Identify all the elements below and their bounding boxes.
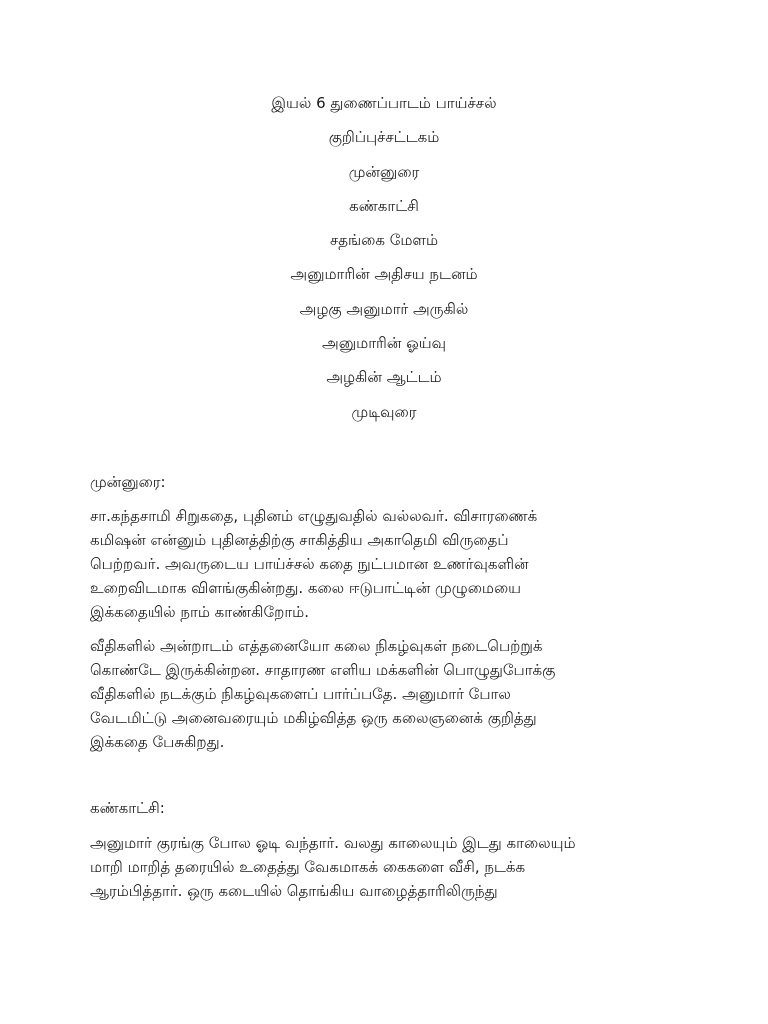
section-heading: முன்னுரை: — [90, 473, 166, 491]
table-of-contents — [0, 92, 768, 435]
text-line: வேடமிட்டு அனைவரையும் மகிழ்வித்த ஒரு கலைஞனைக் குறித்து — [90, 709, 537, 727]
toc-item: முடிவுரை — [351, 402, 417, 421]
toc-item: குறிப்புச்சட்டகம் — [328, 128, 440, 147]
text-line: சா.கந்தசாமி சிறுகதை, புதினம் எழுதுவதில் வல்லவர். விசாரணைக் — [90, 507, 538, 525]
paragraph — [90, 504, 680, 624]
text-line: இக்கதையில் நாம் காண்கிறோம். — [90, 603, 310, 621]
toc-item: சதங்கை மேளம் — [329, 231, 439, 250]
toc-item: அழகின் ஆட்டம் — [326, 368, 442, 387]
text-line: அனுமார் குரங்கு போல ஓடி வந்தார். வலது காலையும் இடது காலையும் — [90, 834, 576, 852]
text-line: ஆரம்பித்தார். ஒரு கடையில் தொங்கிய வாழைத்தாரிலிருந்து — [90, 882, 498, 900]
toc-item: அனுமாரின் ஓய்வு — [322, 334, 446, 353]
text-line: இக்கதை பேசுகிறது. — [90, 733, 225, 751]
document-title: இயல் 6 துணைப்பாடம் பாய்ச்சல் — [271, 94, 497, 112]
section-heading: கண்காட்சி: — [90, 799, 165, 817]
intro-section — [90, 470, 680, 754]
text-line: பெற்றவர். அவருடைய பாய்ச்சல் கதை நுட்பமான உணர்வுகளின் — [90, 555, 529, 573]
text-line: வீதிகளில் அன்றாடம் எத்தனையோ கலை நிகழ்வுகள் நடைபெற்றுக் — [90, 637, 543, 655]
paragraph — [90, 634, 680, 754]
toc-item: முன்னுரை — [348, 162, 420, 181]
text-line: மாறி மாறித் தரையில் உதைத்து வேகமாகக் கைகளை வீசி, நடக்க — [90, 858, 526, 876]
paragraph — [90, 831, 680, 903]
text-line: கொண்டே இருக்கின்றன. சாதாரண எளிய மக்களின் பொழுதுபோக்கு — [90, 661, 556, 679]
text-line: கமிஷன் என்னும் புதினத்திற்கு சாகித்திய அகாதெமி விருதைப் — [90, 531, 509, 549]
scene-section — [90, 796, 680, 903]
toc-item: அனுமாரின் அதிசய நடனம் — [290, 265, 478, 284]
toc-item: அழகு அனுமார் அருகில் — [299, 299, 469, 318]
toc-item: கண்காட்சி — [349, 196, 419, 215]
text-line: உறைவிடமாக விளங்குகின்றது. கலை ஈடுபாட்டின் முழுமையை — [90, 579, 522, 597]
text-line: வீதிகளில் நடக்கும் நிகழ்வுகளைப் பார்ப்பதே. அனுமார் போல — [90, 685, 511, 703]
